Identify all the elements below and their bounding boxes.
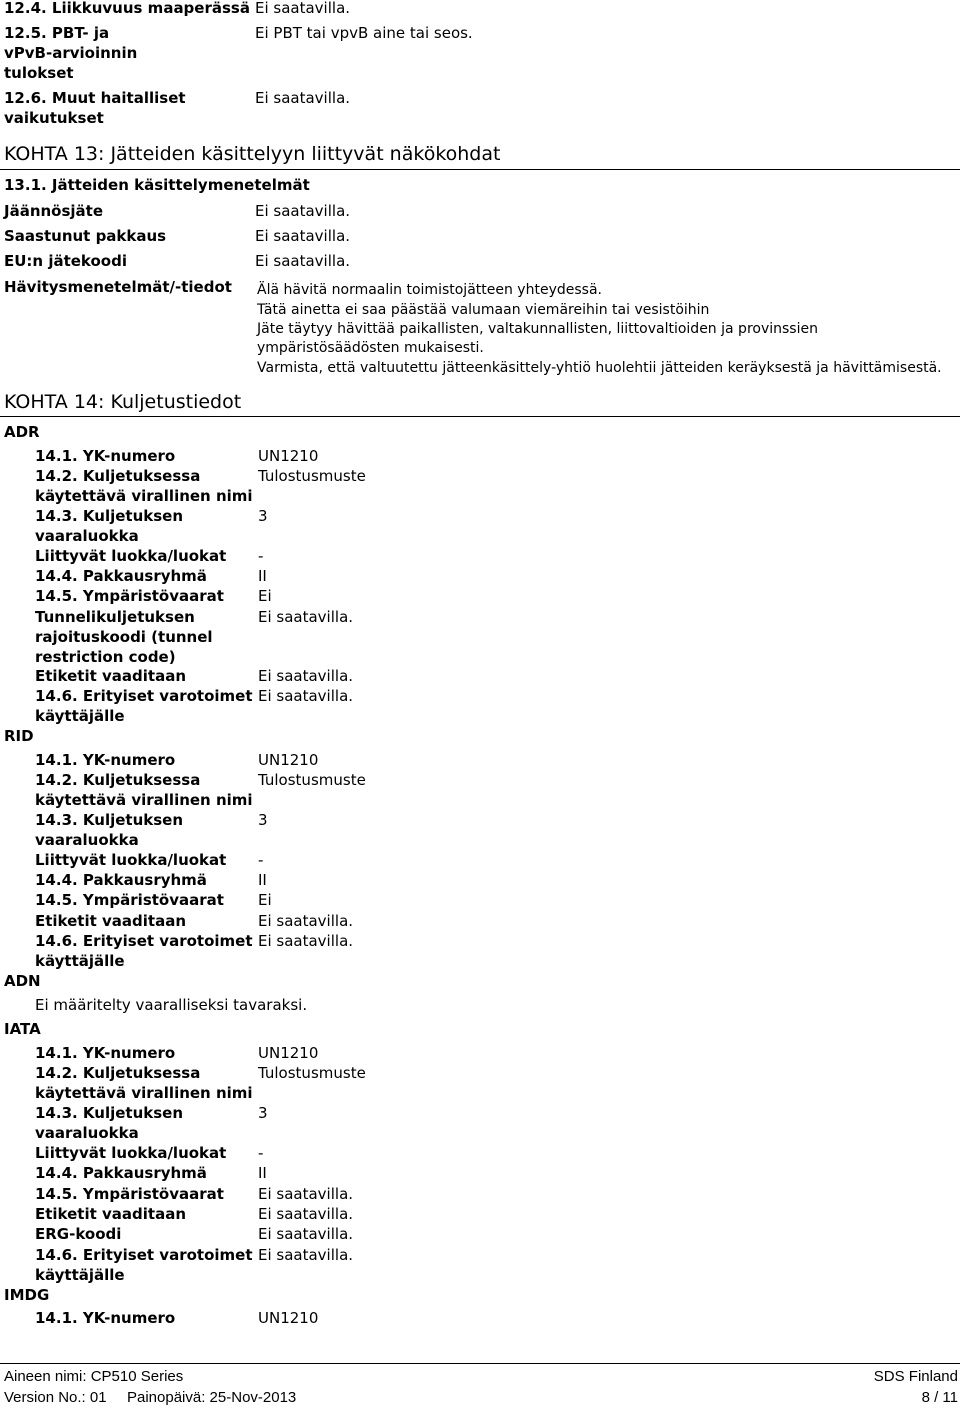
adr-shipping-name-value: Tulostusmuste: [258, 467, 366, 485]
disposal-line: Varmista, että valtuutettu jätteenkäsittely-yhtiö huolehtii jätteiden keräyksestä ja hävittämisestä.: [257, 360, 942, 376]
rid-environmental-hazards-value: Ei: [258, 891, 272, 909]
rid-environmental-hazards-label: 14.5. Ympäristövaarat: [35, 891, 224, 909]
rid-heading: RID: [4, 727, 34, 745]
imdg-un-number-label: 14.1. YK-numero: [35, 1309, 176, 1327]
iata-environmental-hazards-label: 14.5. Ympäristövaarat: [35, 1185, 224, 1203]
section-13-title: KOHTA 13: Jätteiden käsittelyyn liittyvät näkökohdat: [4, 143, 501, 165]
iata-packing-group-value: II: [258, 1164, 267, 1182]
eu-waste-code-value: Ei saatavilla.: [255, 252, 351, 270]
adr-un-number-value: UN1210: [258, 447, 319, 465]
iata-labels-required-value: Ei saatavilla.: [258, 1205, 354, 1223]
rid-un-number-label: 14.1. YK-numero: [35, 751, 176, 769]
iata-erg-code-label: ERG-koodi: [35, 1225, 122, 1243]
rid-shipping-name-label-line1: 14.2. Kuljetuksessa: [35, 771, 201, 789]
rid-hazard-class-value: 3: [258, 811, 268, 829]
eu-waste-code-label: EU:n jätekoodi: [4, 252, 127, 270]
residual-waste-value: Ei saatavilla.: [255, 202, 351, 220]
footer-print-date: Painopäivä: 25-Nov-2013: [127, 1389, 297, 1406]
footer-sds-region: SDS Finland: [873, 1368, 958, 1385]
adr-environmental-hazards-label: 14.5. Ympäristövaarat: [35, 587, 224, 605]
iata-special-precautions-value: Ei saatavilla.: [258, 1246, 354, 1264]
disposal-line: ympäristösäädösten mukaisesti.: [257, 340, 484, 356]
iata-packing-group-label: 14.4. Pakkausryhmä: [35, 1164, 207, 1182]
rid-un-number-value: UN1210: [258, 751, 319, 769]
rid-hazard-class-label-line2: vaaraluokka: [35, 831, 139, 849]
iata-shipping-name-value: Tulostusmuste: [258, 1064, 366, 1082]
iata-erg-code-value: Ei saatavilla.: [258, 1225, 354, 1243]
adr-environmental-hazards-value: Ei: [258, 587, 272, 605]
adn-heading: ADN: [4, 972, 41, 990]
iata-special-precautions-label-line2: käyttäjälle: [35, 1266, 125, 1284]
adr-special-precautions-label-line1: 14.6. Erityiset varotoimet: [35, 687, 253, 705]
rid-hazard-class-label-line1: 14.3. Kuljetuksen: [35, 811, 184, 829]
adr-tunnel-code-label-line1: Tunnelikuljetuksen: [35, 608, 195, 626]
iata-special-precautions-label-line1: 14.6. Erityiset varotoimet: [35, 1246, 253, 1264]
adr-tunnel-code-label-line3: restriction code): [35, 648, 176, 666]
footer-product-name: Aineen nimi: CP510 Series: [4, 1368, 184, 1385]
section-13-divider: [0, 169, 960, 170]
iata-hazard-class-label-line2: vaaraluokka: [35, 1124, 139, 1142]
imdg-heading: IMDG: [4, 1286, 50, 1304]
section-12-4-value: Ei saatavilla.: [255, 0, 351, 17]
iata-environmental-hazards-value: Ei saatavilla.: [258, 1185, 354, 1203]
section-12-4-label: 12.4. Liikkuvuus maaperässä: [4, 0, 250, 17]
adr-packing-group-label: 14.4. Pakkausryhmä: [35, 567, 207, 585]
rid-labels-required-label: Etiketit vaaditaan: [35, 912, 187, 930]
adn-text: Ei määritelty vaaralliseksi tavaraksi.: [35, 996, 308, 1014]
iata-heading: IATA: [4, 1020, 41, 1038]
iata-hazard-class-value: 3: [258, 1104, 268, 1122]
section-12-5-label-line1: 12.5. PBT- ja: [4, 24, 110, 42]
contaminated-packaging-label: Saastunut pakkaus: [4, 227, 167, 245]
section-12-5-value: Ei PBT tai vpvB aine tai seos.: [255, 24, 473, 42]
adr-tunnel-code-value: Ei saatavilla.: [258, 608, 354, 626]
contaminated-packaging-value: Ei saatavilla.: [255, 227, 351, 245]
adr-hazard-class-label-line1: 14.3. Kuljetuksen: [35, 507, 184, 525]
rid-special-precautions-value: Ei saatavilla.: [258, 932, 354, 950]
iata-un-number-label: 14.1. YK-numero: [35, 1044, 176, 1062]
rid-subsidiary-class-value: -: [258, 851, 264, 869]
adr-tunnel-code-label-line2: rajoituskoodi (tunnel: [35, 628, 213, 646]
footer-divider: [0, 1363, 960, 1364]
rid-shipping-name-value: Tulostusmuste: [258, 771, 366, 789]
adr-packing-group-value: II: [258, 567, 267, 585]
section-12-5-label-line2: vPvB-arvioinnin: [4, 44, 138, 62]
disposal-methods-label: Hävitysmenetelmät/-tiedot: [4, 278, 232, 296]
adr-hazard-class-value: 3: [258, 507, 268, 525]
rid-labels-required-value: Ei saatavilla.: [258, 912, 354, 930]
adr-special-precautions-value: Ei saatavilla.: [258, 687, 354, 705]
section-13-1-subtitle: 13.1. Jätteiden käsittelymenetelmät: [4, 176, 310, 194]
section-12-5-label-line3: tulokset: [4, 64, 74, 82]
iata-shipping-name-label-line2: käytettävä virallinen nimi: [35, 1084, 253, 1102]
adr-special-precautions-label-line2: käyttäjälle: [35, 707, 125, 725]
rid-special-precautions-label-line1: 14.6. Erityiset varotoimet: [35, 932, 253, 950]
residual-waste-label: Jäännösjäte: [4, 202, 104, 220]
rid-shipping-name-label-line2: käytettävä virallinen nimi: [35, 791, 253, 809]
disposal-line: Älä hävitä normaalin toimistojätteen yhteydessä.: [257, 282, 602, 298]
iata-un-number-value: UN1210: [258, 1044, 319, 1062]
adr-un-number-label: 14.1. YK-numero: [35, 447, 176, 465]
adr-shipping-name-label-line1: 14.2. Kuljetuksessa: [35, 467, 201, 485]
adr-shipping-name-label-line2: käytettävä virallinen nimi: [35, 487, 253, 505]
adr-subsidiary-class-value: -: [258, 547, 264, 565]
adr-subsidiary-class-label: Liittyvät luokka/luokat: [35, 547, 227, 565]
adr-hazard-class-label-line2: vaaraluokka: [35, 527, 139, 545]
adr-labels-required-value: Ei saatavilla.: [258, 667, 354, 685]
footer-version: Version No.: 01: [4, 1389, 107, 1406]
section-12-6-label-line2: vaikutukset: [4, 109, 104, 127]
rid-subsidiary-class-label: Liittyvät luokka/luokat: [35, 851, 227, 869]
iata-hazard-class-label-line1: 14.3. Kuljetuksen: [35, 1104, 184, 1122]
rid-packing-group-label: 14.4. Pakkausryhmä: [35, 871, 207, 889]
section-12-6-value: Ei saatavilla.: [255, 89, 351, 107]
footer-page-number: 8 / 11: [921, 1389, 958, 1406]
disposal-line: Tätä ainetta ei saa päästää valumaan viemäreihin tai vesistöihin: [257, 302, 710, 318]
imdg-un-number-value: UN1210: [258, 1309, 319, 1327]
section-12-6-label-line1: 12.6. Muut haitalliset: [4, 89, 186, 107]
rid-packing-group-value: II: [258, 871, 267, 889]
iata-labels-required-label: Etiketit vaaditaan: [35, 1205, 187, 1223]
disposal-line: Jäte täytyy hävittää paikallisten, valtakunnallisten, liittovaltioiden ja provinssien: [257, 321, 818, 337]
rid-special-precautions-label-line2: käyttäjälle: [35, 952, 125, 970]
adr-labels-required-label: Etiketit vaaditaan: [35, 667, 187, 685]
iata-shipping-name-label-line1: 14.2. Kuljetuksessa: [35, 1064, 201, 1082]
section-14-divider: [0, 416, 960, 417]
section-14-title: KOHTA 14: Kuljetustiedot: [4, 391, 242, 413]
adr-heading: ADR: [4, 423, 40, 441]
iata-subsidiary-class-label: Liittyvät luokka/luokat: [35, 1144, 227, 1162]
iata-subsidiary-class-value: -: [258, 1144, 264, 1162]
